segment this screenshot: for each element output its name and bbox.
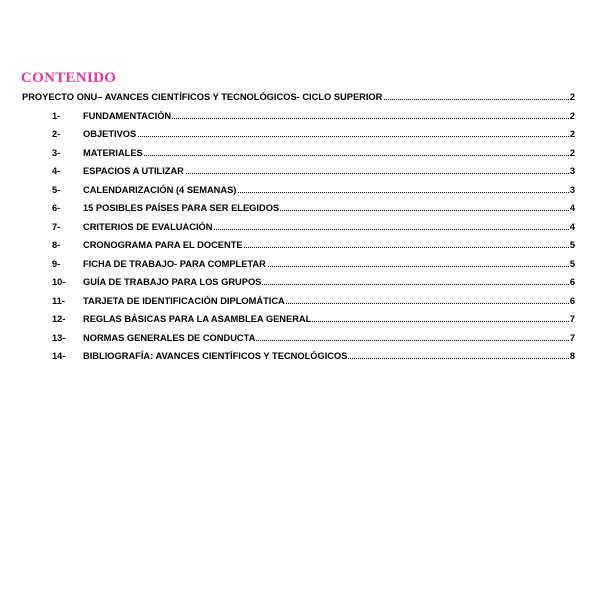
toc-entry-number: 13- [52,332,66,343]
toc-entry-title: NORMAS GENERALES DE CONDUCTA [83,332,256,343]
toc-entry-number: 14- [52,351,66,361]
toc-entry-number: 3- [52,147,61,158]
toc-entry-title: TARJETA DE IDENTIFICACIÓN DIPLOMÁTICA [83,295,285,306]
toc-entry-number: 2- [52,129,61,139]
toc-entry-number: 10- [52,277,66,287]
toc-entry-title: FUNDAMENTACIÓN [83,110,172,121]
toc-entry-page-number: 8 [569,351,575,361]
toc-entry[interactable] [0,109,575,123]
toc-entry[interactable] [0,312,575,326]
toc-entry-number: 4- [52,166,61,176]
toc-entry[interactable] [0,127,575,141]
toc-entry[interactable] [0,238,575,252]
toc-entry-page-number: 2 [569,147,575,158]
toc-dot-leader [83,155,575,156]
toc-entry-title: BIBLIOGRAFÍA: AVANCES CIENTÍFICOS Y TECNOLÓGICOS [83,351,348,361]
toc-entry-title: 15 POSIBLES PAÍSES PARA SER ELEGIDOS [83,203,280,213]
toc-entry-page-number: 6 [569,277,575,287]
toc-entry-page-number: 2 [569,110,575,121]
toc-entry[interactable] [0,331,575,345]
toc-entry[interactable] [0,220,575,234]
toc-entry-page-number: 5 [569,258,575,269]
toc-entry-title: CRONOGRAMA PARA EL DOCENTE [83,240,243,250]
toc-entry-page-number: 3 [569,166,575,176]
toc-entry[interactable] [0,294,575,308]
toc-entry[interactable] [0,257,575,271]
toc-entry-number: 12- [52,314,66,324]
toc-entry-page-number: 3 [569,184,575,195]
toc-entry-title: FICHA DE TRABAJO- PARA COMPLETAR [83,258,266,269]
toc-dot-leader [83,136,575,137]
toc-entry-number: 6- [52,203,61,213]
toc-entry-page-number: 6 [569,295,575,306]
toc-entry[interactable] [0,275,575,289]
toc-entry-page-number: 7 [569,314,575,324]
toc-entry-number: 9- [52,258,61,269]
toc-heading: CONTENIDO [21,70,117,86]
toc-entry-title: REGLAS BÁSICAS PARA LA ASAMBLEA GENERAL [83,314,312,324]
toc-main-entry[interactable] [0,90,575,104]
toc-entry-number: 8- [52,240,61,250]
toc-entry-page-number: 7 [569,332,575,343]
toc-entry[interactable] [0,183,575,197]
toc-entry-title: MATERIALES [83,147,143,158]
toc-entry-number: 7- [52,221,61,232]
toc-entry[interactable] [0,164,575,178]
toc-entry-page-number: 4 [569,203,575,213]
toc-entry[interactable] [0,146,575,160]
toc-entry-page-number: 2 [569,92,575,102]
toc-entry-title: CRITERIOS DE EVALUACIÓN [83,221,213,232]
toc-entry-title: GUÍA DE TRABAJO PARA LOS GRUPOS [83,277,262,287]
toc-entry-title: OBJETIVOS [83,129,137,139]
toc-entry-page-number: 2 [569,129,575,139]
toc-entry-title: ESPACIOS A UTILIZAR [83,166,184,176]
toc-entry-number: 11- [52,295,65,306]
toc-entry-page-number: 4 [569,221,575,232]
toc-entry[interactable] [0,349,575,363]
toc-entry-number: 1- [52,110,61,121]
toc-entry-title: CALENDARIZACIÓN (4 SEMANAS) [83,184,237,195]
toc-entry-page-number: 5 [569,240,575,250]
toc-entry[interactable] [0,201,575,215]
toc-entry-title: PROYECTO ONU– AVANCES CIENTÍFICOS Y TECNOLÓGICOS- CICLO SUPERIOR [22,92,383,102]
toc-entry-number: 5- [52,184,61,195]
